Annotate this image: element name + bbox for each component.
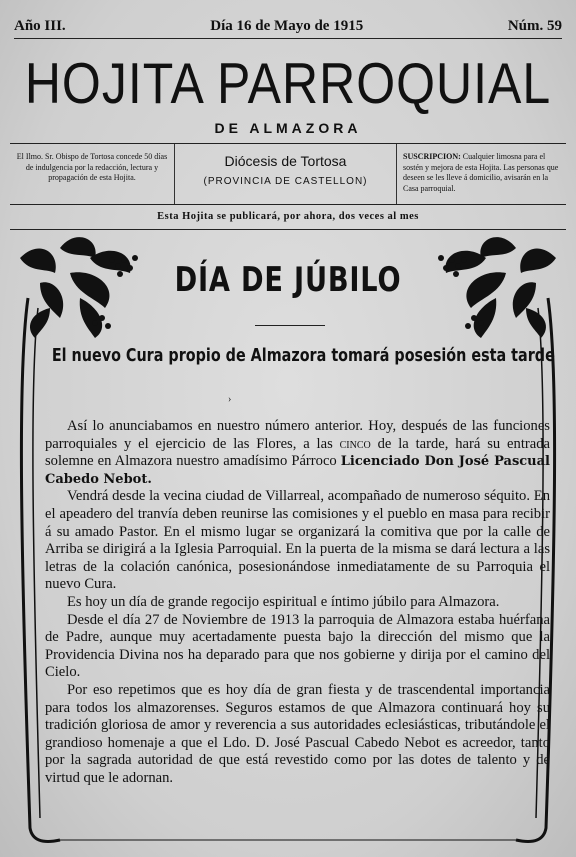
article-paragraph: Es hoy un día de grande regocijo espiritual e íntimo júbilo para Almazora.	[67, 593, 500, 610]
issue-year: Año III.	[14, 17, 66, 34]
article-headline: DÍA DE JÚBILO	[174, 260, 402, 300]
issue-date: Día 16 de Mayo de 1915	[210, 17, 364, 34]
article-paragraph: Vendrá desde la vecina ciudad de Villarreal, acompañado de numeroso séquito. En el apeadero del tranvía deben reunirse las comisiones y el pueblo en masa para recibir á su amado Pastor. En el mismo lugar se organizará la comitiva que por la calle de Arriba se dirigirá a la Iglesia Parroquial. En la puerta de la misma se dará lectura a las letras de la colación canónica, posesionándose inmediatamente de su Parroquia el nuevo Cura.	[45, 488, 550, 593]
issue-number: Núm. 59	[507, 17, 562, 34]
ornament-dot: ›	[228, 394, 232, 405]
masthead-subtitle: DE ALMAZORA	[214, 120, 362, 136]
diocese-block	[175, 144, 396, 204]
subscription-text: Cualquier limosna para el sostén y mejora de esta Hojita. Las personas que deseen se les lleve á domicilio, avisarán en la Casa parroquial.	[403, 152, 559, 193]
subscription-label: SUSCRIPCION:	[403, 152, 461, 161]
diocese-name: Diócesis de Tortosa	[224, 153, 347, 169]
info-box	[10, 143, 566, 205]
indulgence-note: El Ilmo. Sr. Obispo de Tortosa concede 50 días de indulgencia por la redacción, lectura y propagación de esta Hojita.	[10, 144, 175, 204]
article-body	[45, 418, 550, 787]
subscription-note	[396, 144, 566, 204]
publication-notice: Esta Hojita se publicará, por ahora, dos veces al mes	[10, 209, 566, 230]
province-name: (PROVINCIA DE CASTELLON)	[203, 175, 368, 187]
headline-divider	[255, 325, 325, 326]
article-deck: El nuevo Cura propio de Almazora tomará posesión esta tarde	[51, 346, 555, 366]
issue-header	[14, 14, 562, 39]
priest-name-gothic: Licenciado Don José Pascual Cabedo Nebot.	[45, 454, 550, 487]
article-paragraph: Desde el día 27 de Noviembre de 1913 la parroquia de Almazora estaba huérfana de Padre, aunque muy acertadamente puesta bajo la dirección del mismo que la Providencia Divina nos ha deparado para que nos gobierne y dirija por el camino del Cielo.	[45, 611, 550, 681]
article-paragraph: Por eso repetimos que es hoy día de gran fiesta y de trascendental importancia para todos los almazorenses. Seguros estamos de que Almazora continuará hoy su tradición gloriosa de amor y reverencia a sus autoridades eclesiásticas, tributándole el grandioso homenaje a que el Ldo. D. José Pascual Cabedo Nebot es acreedor, tanto por la sagrada autoridad de que está revestido como por las dotes de talento y de virtud que le adornan.	[45, 681, 550, 786]
masthead-title: HOJITA PARROQUIAL	[24, 51, 552, 116]
article-paragraph: Así lo anunciabamos en nuestro número anterior. Hoy, después de las funciones parroquiales y el ejercicio de las Flores, a las cinco de la tarde, hará su entrada solemne en Almazora nuestro amadísimo Párroco Licenciado Don José Pascual Cabedo Nebot.	[45, 418, 550, 487]
